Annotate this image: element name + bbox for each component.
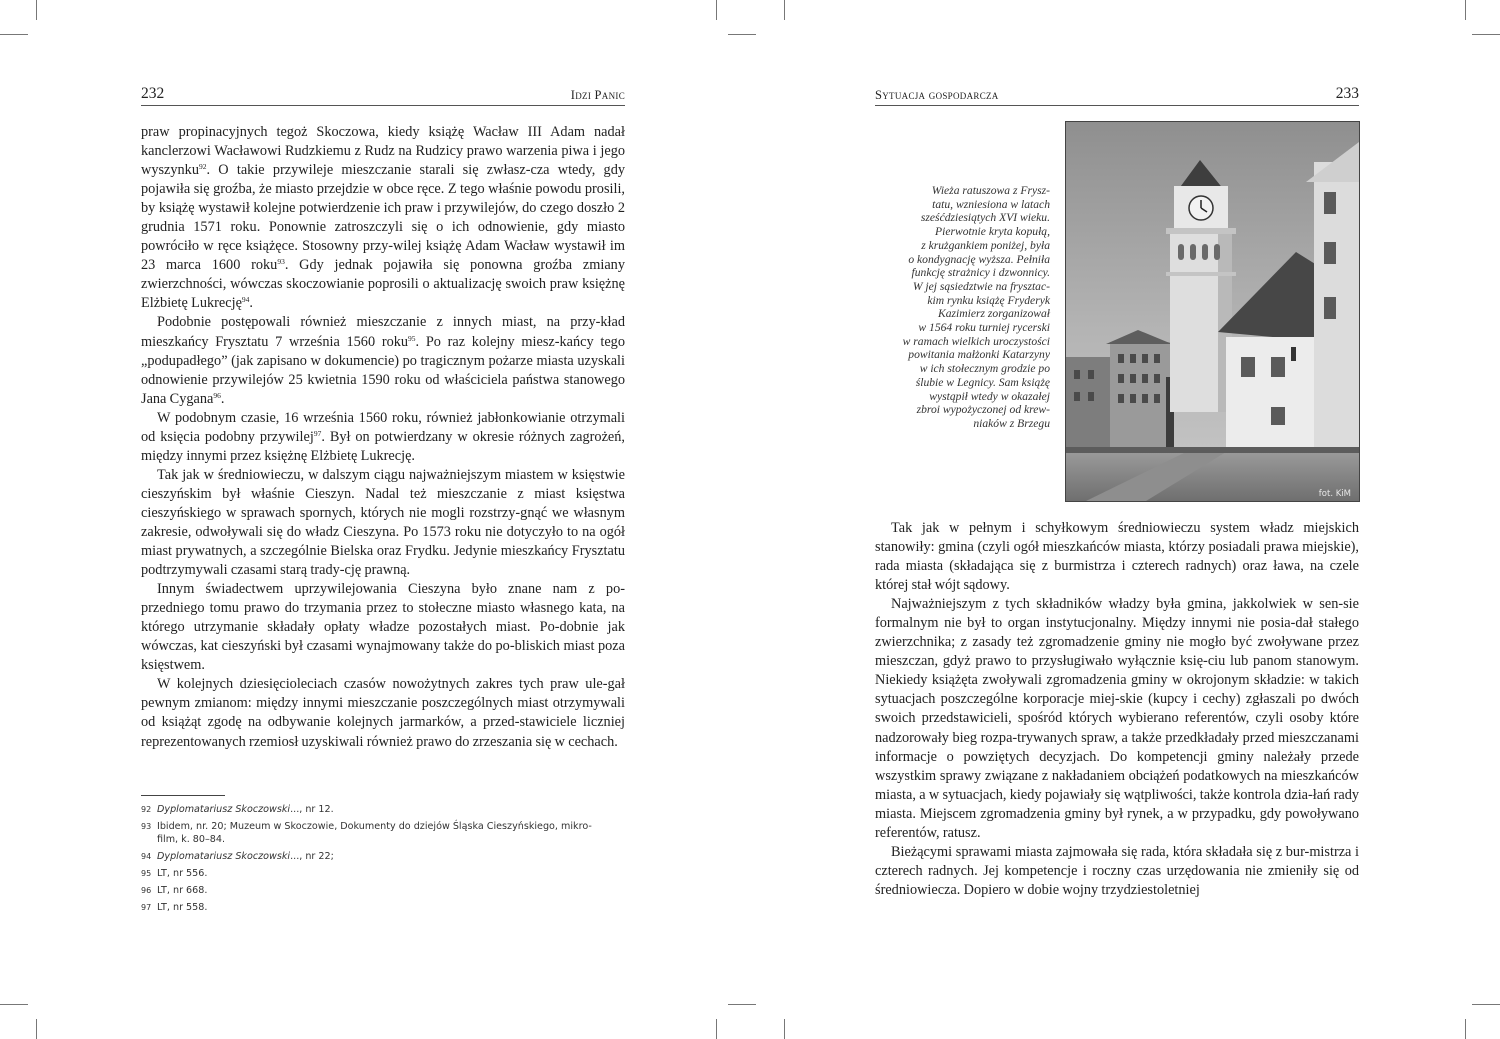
paragraph: W podobnym czasie, 16 września 1560 roku, również jabłonkowianie otrzymali od księcia podobny przywilej$^{97}$. Był on potwierdzany w okresie różnych zagrożeń, między innymi przez księżnę Elżbietę Lukrecję. (141, 409, 626, 464)
right-body-text (875, 519, 1359, 900)
footnote: 92 Dyplomatariusz Skoczowski..., nr 12. (141, 804, 334, 815)
cornice (1166, 228, 1236, 234)
crop-mark (1465, 1019, 1466, 1039)
footnote-ref: 96 (213, 390, 221, 400)
page-number: 232 (141, 85, 165, 102)
header-rule (141, 105, 625, 106)
building-wing (1314, 162, 1359, 462)
photo-illustration (1066, 122, 1359, 501)
paragraph: W kolejnych dziesięcioleciach czasów nowożytnych zakres tych praw ule-gał pewnym zmianom: między innymi mieszczanie poszczególnych miast otrzymywali od książąt zgodę na odbywanie kolejnych jarmarków, a przed-stawiciele liczniej reprezentowanych rzemiosł uzyskiwali również prawo do zrzeszania się w cechach. (141, 676, 625, 750)
footnote-ref: 95 (408, 333, 416, 343)
footnote-ref: 93 (277, 257, 285, 267)
photo-credit: fot. KiM (1318, 489, 1351, 499)
footnote: 95 LT, nr 556. (141, 868, 208, 879)
running-head: Idzi Panic (570, 88, 625, 102)
footnote: 93 Ibidem, nr. 20; Muzeum w Skoczowie, Dokumenty do dziejów Śląska Cieszyńskiego, mikro- film, k. 80–84. (141, 821, 592, 845)
town-hall-tower-photo (1065, 121, 1360, 502)
paragraph: Tak jak w średniowieczu, w dalszym ciągu najważniejszym miastem w księstwie cieszyńskim był właśnie Cieszyn. Nadal też mieszczanie z miast księstwa cieszyńskiego w sprawach spornych, których nie mogli rozstrzy-gnąć we własnym zakresie, odwoływali się do władz Cieszyna. Po 1573 roku nie dotyczyło to na ogół miast prywatnych, a szczególnie Bielska oraz Frydku. Jedynie mieszkańcy Frysztatu podtrzymywali czasami starą trady-cję prawną. (141, 466, 626, 579)
footnote-ref: 94 (241, 295, 250, 305)
paragraph: Bieżącymi sprawami miasta zajmowała się rada, która składała się z bur-mistrza i czterech radnych. Jej kompetencje i roczny czas urzędowania nie zmieniły się od średniowiecza. Dopiero w dobie wojny trzydziestoletniej (875, 843, 1359, 898)
crop-mark (1472, 34, 1500, 35)
left-page-header (141, 87, 625, 107)
crop-mark (1472, 1004, 1500, 1005)
crop-mark (784, 1019, 785, 1039)
left-body-text (141, 123, 625, 752)
right-page-header (875, 87, 1359, 107)
crop-mark (784, 0, 785, 20)
building-facade (1226, 337, 1326, 452)
footnote: 94 Dyplomatariusz Skoczowski..., nr 22; (141, 851, 334, 862)
footnote-rule (141, 795, 225, 796)
page-number: 233 (1335, 85, 1359, 102)
running-head: Sytuacja gospodarcza (875, 88, 999, 102)
paragraph: Tak jak w pełnym i schyłkowym średniowieczu system władz miejskich stanowiły: gmina (czyli ogół mieszkańców miasta, którzy posiadali prawa miejskie), rada miasta (składająca się z burmistrza i czterech radnych) oraz ława, na czele której stał wójt sądowy. (875, 520, 1359, 594)
footnote-ref: 97 (313, 428, 322, 438)
header-rule (875, 105, 1359, 106)
paragraph: praw propinacyjnych tegoż Skoczowa, kiedy książę Wacław III Adam nadał kanclerzowi Wacławowi Rudzkiemu z Rudz na Rudzicy prawo warzenia piwa i jego wyszynku$^{92}$. O takie przywileje mieszczanie starali się zwłasz-cza wtedy, gdy pojawiła się groźba, że miasto przejdzie w obce ręce. Z tego właśnie powodu prosili, by książę wystawił kolejne potwierdzenie ich praw i przywilejów, do czego doszło 2 grudnia 1571 roku. Ponownie zatroszczyli się o ich odnowienie, gdy miasto powróciło w ręce książęce. Stosowny przy-wilej książę Adam Wacław wystawił im 23 marca 1600 roku$^{93}$. Gdy jednak pojawiła się ponowna groźba zmiany zwierzchności, wówczas skoczowianie poprosili o aktualizację swoich praw księżnę Elżbietę Lukrecję$^{94}$. (141, 124, 626, 312)
footnote-ref: 92 (198, 162, 207, 172)
footnote: 96 LT, nr 668. (141, 885, 208, 896)
footnotes (141, 803, 625, 918)
paragraph: Podobnie postępowali również mieszczanie z innych miast, na przy-kład mieszkańcy Frysztatu 7 września 1560 roku$^{95}$. Po raz kolejny miesz-kańcy tego „podupadłego” (jak zapisano w dokumencie) po tragicznym pożarze miasta uzyskali odnowienie przywilejów 25 kwietnia 1590 roku od właściciela państwa stanowego Jana Cygana$^{96}$. (141, 314, 626, 407)
photo-caption: Wieża ratuszowa z Frysz- tatu, wzniesiona w latach sześćdziesiątych XVI wieku. Pierwotnie kryta kopułą, z krużgankiem poniżej, była o kondygnację wyższa. Pełniła funkcję strażnicy i dzwonnicy. W jej sąsiedztwie na frysztac- kim rynku książę Fryderyk Kazimierz zorganizował w 1564 roku turniej rycerski w ramach wielkich uroczystości powitania małżonki Katarzyny w ich stołecznym grodzie po ślubie w Legnicy. Sam książę wystąpił wtedy w okazałej zbroi wypożyczonej od krew- niaków z Brzegu (902, 184, 1050, 430)
lantern (1291, 347, 1296, 361)
crop-mark (1465, 0, 1466, 20)
paragraph: Najważniejszym z tych składników władzy była gmina, jakkolwiek w sen-sie formalnym nie był to organ instytucjonalny. Między innymi nie posia-dał stałego zwierzchnika; z zasady też zgromadzenie gminy nie mogło być zwoływane przez mieszczan, gdyż prawo to przysługiwało wyłącznie księ-ciu lub panom stanowym. Niekiedy książęta zwoływali zgromadzenia gminy w okrojonym składzie: w takich sytuacjach poszczególne korporacje miej-skie (kupcy i cechy) zgłaszali po dwóch swoich przedstawicieli, spośród których wybierano referentów, czyli osoby które nadzorowały bieg rozpa-trywanych spraw, a także przedkładały przed mieszczanami informacje o powziętych decyzjach. Do kompetencji gminy należały przede wszystkim sprawy związane z nakładaniem obciążeń podatkowych na mieszkańców miasta, a w sytuacjach, kiedy pojawiały się wątpliwości, także kontrola dzia-łań rady miasta. Miejscem zgromadzenia gminy był rynek, a w przypadku, gdy powoływano referentów, ratusz. (875, 596, 1360, 841)
paragraph: Innym świadectwem uprzywilejowania Cieszyna było znane nam z po-przedniego tomu prawo do trzymania przez to stołeczne miasto własnego kata, na którego utrzymanie składały opłaty władze pozostałych miast. Po-dobnie jak wówczas, kat cieszyński był czasami wynajmowany także do po-bliskich miast poza księstwem. (141, 581, 626, 674)
footnote: 97 LT, nr 558. (141, 902, 208, 913)
